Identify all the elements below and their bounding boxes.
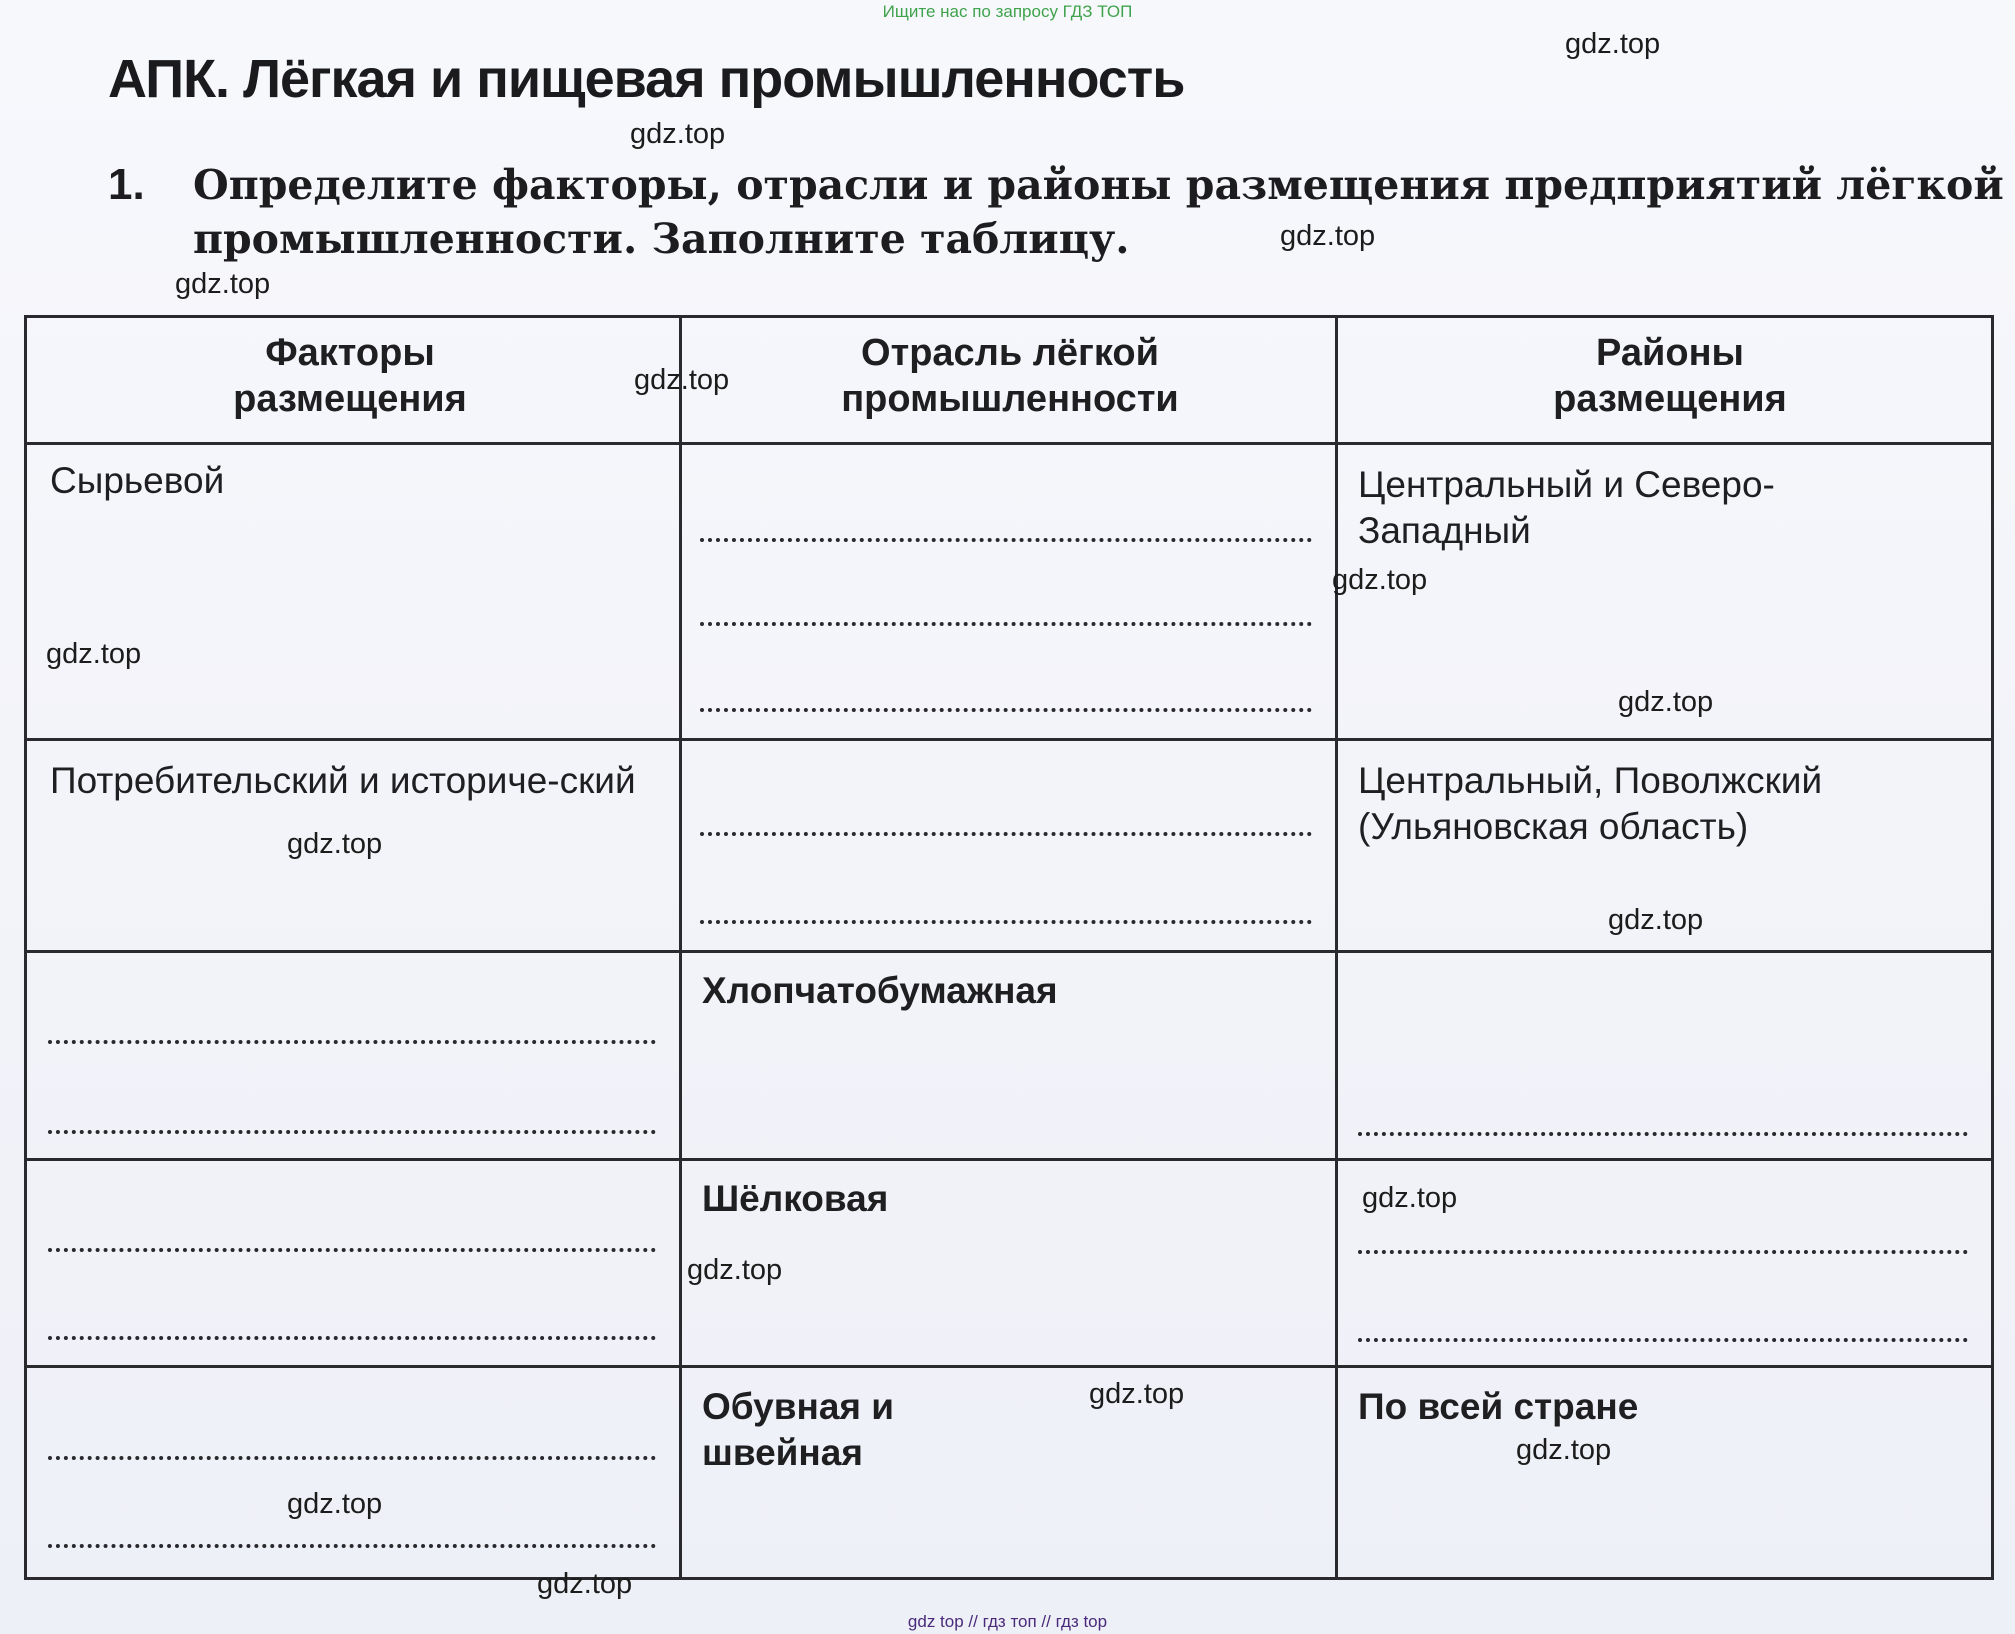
task-text: Определите факторы, отрасли и районы размещения предприятий лёгкой промышленности. Заполните таблицу. <box>193 161 2004 263</box>
answer-line[interactable] <box>700 538 1312 542</box>
row5-industry: Обувная и швейная <box>702 1386 895 1473</box>
answer-line[interactable] <box>48 1130 656 1134</box>
answer-line[interactable] <box>1358 1250 1968 1254</box>
watermark: gdz.top <box>1332 564 1428 596</box>
answer-line[interactable] <box>700 920 1312 924</box>
table-column-divider <box>679 315 682 1580</box>
watermark: gdz.top <box>630 118 726 150</box>
header-industry: Отрасль лёгкой промышленности <box>841 332 1179 420</box>
header-factors: Факторы размещения <box>233 332 467 420</box>
answer-line[interactable] <box>48 1040 656 1044</box>
watermark: gdz.top <box>287 1488 383 1520</box>
watermark: gdz.top <box>175 268 271 300</box>
watermark: gdz.top <box>1362 1182 1458 1214</box>
row2-regions: Центральный, Поволжский (Ульяновская область) <box>1358 760 1823 847</box>
answer-line[interactable] <box>48 1544 656 1548</box>
answer-line[interactable] <box>48 1336 656 1340</box>
footer-links[interactable]: gdz top // гдз топ // гдз top <box>907 1612 1108 1631</box>
watermark: gdz.top <box>1608 904 1704 936</box>
table-row-divider <box>24 1158 1994 1161</box>
table-row-divider <box>24 950 1994 953</box>
answer-line[interactable] <box>700 622 1312 626</box>
answer-line[interactable] <box>48 1248 656 1252</box>
watermark: gdz.top <box>1280 220 1376 252</box>
answer-line[interactable] <box>1358 1338 1968 1342</box>
answer-line[interactable] <box>1358 1132 1968 1136</box>
answer-line[interactable] <box>48 1456 656 1460</box>
task-number: 1. <box>108 160 145 209</box>
watermark: gdz.top <box>634 364 730 396</box>
watermark: gdz.top <box>687 1254 783 1286</box>
page-title: АПК. Лёгкая и пищевая промышленность <box>108 49 1185 109</box>
table-row-divider <box>24 442 1994 445</box>
answer-line[interactable] <box>700 832 1312 836</box>
watermark: gdz.top <box>537 1568 633 1600</box>
watermark: gdz.top <box>1516 1434 1612 1466</box>
header-regions: Районы размещения <box>1553 332 1787 420</box>
watermark: gdz.top <box>1565 28 1661 60</box>
answer-line[interactable] <box>700 708 1312 712</box>
row4-industry: Шёлковая <box>702 1178 889 1219</box>
watermark: gdz.top <box>287 828 383 860</box>
row3-industry: Хлопчатобумажная <box>702 970 1058 1011</box>
row2-factor: Потребительский и историче-ский <box>50 760 636 801</box>
table-column-divider <box>1335 315 1338 1580</box>
table-row-divider <box>24 1365 1994 1368</box>
watermark: gdz.top <box>46 638 142 670</box>
bleed-through-text <box>40 240 54 291</box>
row1-regions: Центральный и Северо-Западный <box>1358 464 1775 551</box>
top-note[interactable]: Ищите нас по запросу ГДЗ ТОП <box>882 2 1133 21</box>
table-row-divider <box>24 738 1994 741</box>
watermark: gdz.top <box>1089 1378 1185 1410</box>
row5-regions: По всей стране <box>1358 1386 1639 1427</box>
watermark: gdz.top <box>1618 686 1714 718</box>
row1-factor: Сырьевой <box>50 460 225 501</box>
